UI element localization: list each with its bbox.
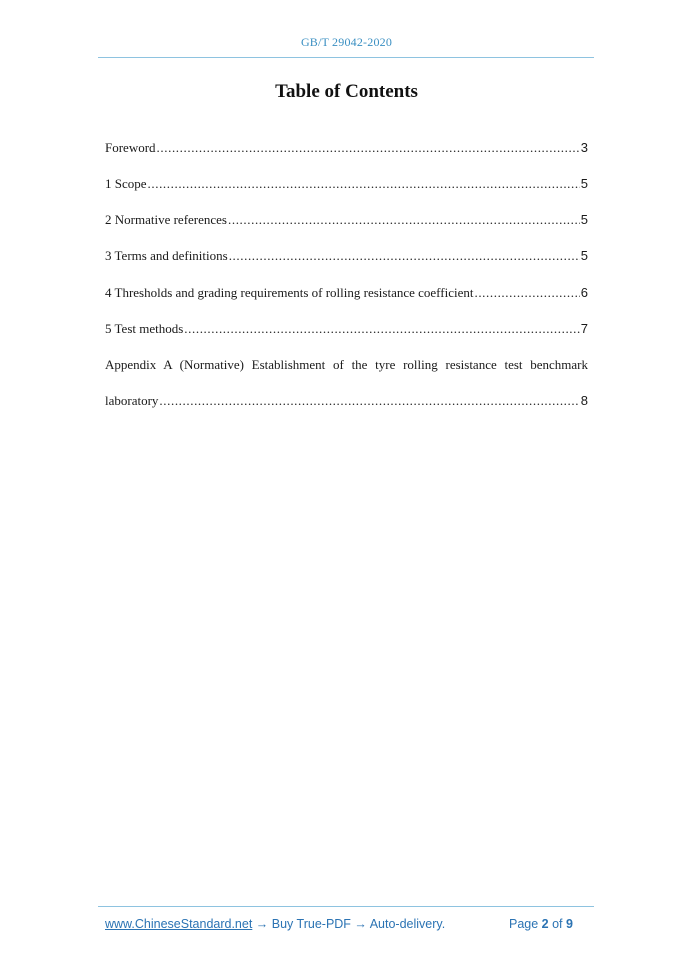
toc-entry-page: 3 (580, 140, 588, 155)
toc-entry-page: 8 (580, 393, 588, 408)
document-code-header: GB/T 29042-2020 (300, 35, 393, 49)
toc-title: Table of Contents (275, 81, 418, 102)
footer-promo-text: → Buy True-PDF → Auto-delivery. (252, 917, 446, 931)
toc-entry-label: laboratory (105, 393, 159, 408)
toc-entry-foreword[interactable] (105, 140, 588, 156)
toc-entry-label: 1 Scope (105, 176, 147, 191)
toc-entry-terms-and-definitions[interactable] (105, 248, 588, 264)
footer-page-number (509, 917, 573, 931)
toc-entry-thresholds-and-grading[interactable] (105, 285, 588, 301)
header-divider (98, 57, 594, 58)
toc-entry-page: 7 (580, 321, 588, 336)
footer-promo (105, 917, 445, 931)
toc-dot-leader (184, 321, 579, 337)
current-page-number: 2 (541, 917, 549, 931)
page-word: Page (509, 917, 542, 931)
toc-entry-page: 5 (580, 248, 588, 263)
toc-entry-label: 5 Test methods (105, 321, 184, 336)
toc-entry-label: 2 Normative references (105, 212, 227, 227)
total-pages-number: 9 (566, 917, 573, 931)
toc-dot-leader (228, 212, 580, 228)
toc-dot-leader (474, 285, 579, 301)
toc-entry-page: 5 (580, 212, 588, 227)
toc-entry-scope[interactable] (105, 176, 588, 192)
toc-entry-test-methods[interactable] (105, 321, 588, 337)
toc-entry-label: Foreword (105, 140, 156, 155)
toc-entry-appendix-a-line2[interactable] (105, 393, 588, 409)
toc-entry-page: 5 (580, 176, 588, 191)
toc-entry-page: 6 (580, 285, 588, 300)
toc-dot-leader (229, 248, 580, 264)
toc-entry-appendix-a-line1[interactable]: Appendix A (Normative) Establishment of the tyre rolling resistance test benchmark (105, 357, 588, 372)
chinesestandard-link[interactable]: www.ChineseStandard.net (105, 917, 253, 931)
toc-dot-leader (148, 176, 580, 192)
footer-divider (98, 906, 594, 907)
toc-entry-label: 3 Terms and definitions (105, 248, 228, 263)
toc-dot-leader (159, 393, 579, 409)
toc-entry-normative-references[interactable] (105, 212, 588, 228)
toc-dot-leader (157, 140, 580, 156)
page-of-word: of (548, 917, 566, 931)
toc-entry-label: 4 Thresholds and grading requirements of rolling resistance coefficient (105, 285, 474, 300)
